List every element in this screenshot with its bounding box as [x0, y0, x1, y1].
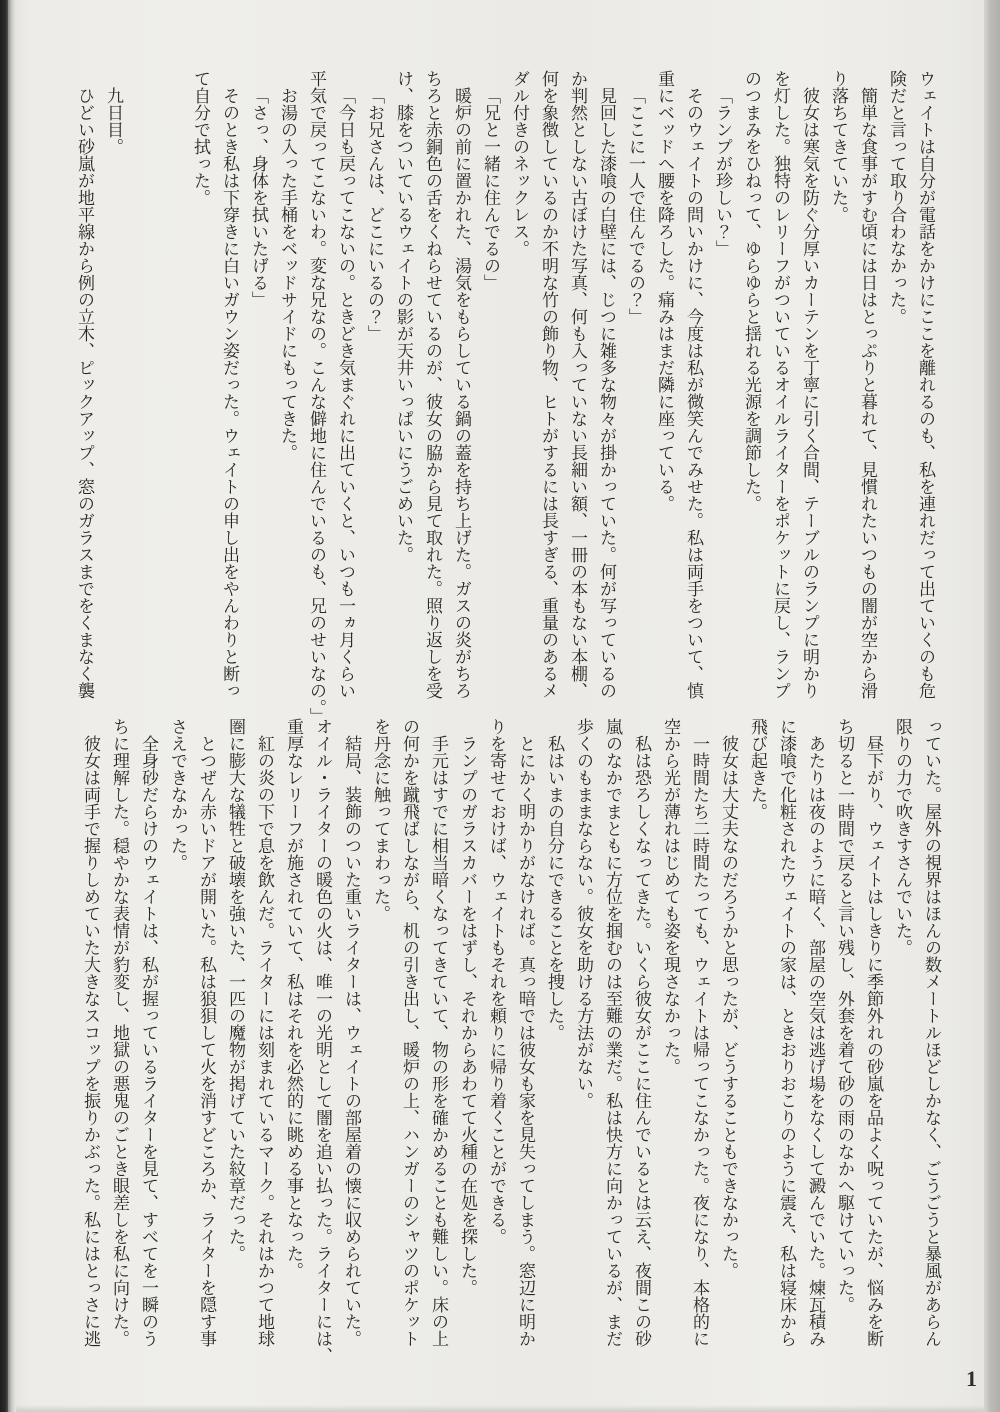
text-line: け、膝をついているウェイトの影が天井いっぱいにうごめいた。	[394, 70, 413, 563]
text-line: りを寄せておけば、ウェイトもそれを頼りに帰り着くことができる。	[487, 718, 506, 1245]
text-line: ウェイトは自分が電話をかけにここを離れるのも、私を連れだって出ていくのも危	[916, 70, 935, 699]
text-line: オイル・ライターの暖色の火は、唯一の光明として闇を追い払った。ライターには、	[313, 718, 332, 1364]
text-line: を丹念に触ってまわった。	[371, 718, 390, 922]
text-line: り落ちてきていた。	[829, 70, 848, 223]
text-line: あたりは夜のように暗く、部屋の空気は逃げ場をなくして澱んでいた。煉瓦積み	[806, 735, 825, 1347]
text-line: 結局、装飾のついた重いライターは、ウェイトの部屋着の懐に収められていた。	[342, 735, 361, 1347]
text-line: 九日目。	[104, 87, 123, 155]
text-line: 「ここに一人で住んでるの？」	[626, 87, 645, 325]
scan-bottom-edge-shade	[16, 1405, 984, 1412]
text-line: の何かを蹴飛ばしながら、机の引き出し、暖炉の上、ハンガーのシャツのポケット	[400, 718, 419, 1347]
text-line: 全身砂だらけのウェイトは、私が握っているライターを見て、すべてを一瞬のう	[139, 735, 158, 1347]
text-line: 手元はすでに相当暗くなってきていて、物の形を確かめることも難しい。床の上	[429, 735, 448, 1347]
text-line: 彼女は寒気を防ぐ分厚いカーテンを丁寧に引く合間、テーブルのランプに明かり	[800, 87, 819, 699]
text-line: 「さっ、身体を拭いたげる」	[249, 87, 268, 308]
text-line: ランプのガラスカバーをはずし、それからあわてて火種の在処を探した。	[458, 735, 477, 1296]
text-line: とつぜん赤いドアが開いた。私は狼狽して火を消すどころか、ライターを隠す事	[197, 735, 216, 1347]
text-line: 限りの力で吹きすさんでいた。	[893, 718, 912, 956]
text-line: ちろと赤銅色の舌をくねらせているのが、彼女の脇から見て取れた。照り返しを受	[423, 70, 442, 699]
text-line: 私はいまの自分にできることを捜した。	[545, 735, 564, 1041]
text-line: さえできなかった。	[168, 718, 187, 871]
text-line: 簡単な食事がすむ頃には日はとっぷりと暮れて、見慣れたいつもの闇が空から滑	[858, 87, 877, 699]
text-line: 平気で戻ってこないわ。変な兄なの。こんな僻地に住んでいるのも、兄のせいなの。」	[307, 70, 326, 725]
text-line: のつまみをひねって、ゆらゆらと揺れる光源を調節した。	[742, 70, 761, 512]
text-line: 険だと言って取り合わなかった。	[887, 70, 906, 325]
text-line: 暖炉の前に置かれた、湯気をもらしている鍋の蓋を持ち上げた。ガスの炎がちろ	[452, 87, 471, 699]
text-line: とにかく明かりがなければ。真っ暗では彼女も家を見失ってしまう。窓辺に明か	[516, 735, 535, 1347]
text-line: 「今日も戻ってこないの。ときどき気まぐれに出ていくと、いつも一ヵ月くらい	[336, 87, 355, 699]
text-line: 紅の炎の下で息を飲んだ。ライターには刻まれているマーク。それはかつて地球	[255, 735, 274, 1347]
text-line: そのウェイトの問いかけに、今度は私が微笑んでみせた。私は両手をついて、慎	[684, 87, 703, 699]
text-line: ち切ると一時間で戻ると言い残し、外套を着て砂の雨のなかへ駆けていった。	[835, 718, 854, 1313]
text-line: 彼女は両手で握りしめていた大きなスコップを振りかぶった。私にはとっさに逃	[81, 735, 100, 1347]
text-line: て自分で拭った。	[191, 70, 210, 206]
text-line: 私は恐ろしくなってきた。いくら彼女がここに住んでいるとは云え、夜間この砂	[632, 735, 651, 1347]
text-line: 重厚なレリーフが施されていて、私はそれを必然的に眺める事となった。	[284, 718, 303, 1279]
text-line: 昼下がり、ウェイトはしきりに季節外れの砂嵐を品よく呪っていたが、悩みを断	[864, 735, 883, 1347]
text-line: そのとき私は下穿きに白いガウン姿だった。ウェイトの申し出をやんわりと断っ	[220, 87, 239, 699]
text-line: 重にベッドへ腰を降ろした。痛みはまだ隣に座っている。	[655, 70, 674, 512]
text-line: 圏に膨大な犠牲と破壊を強いた、一匹の魔物が掲げていた紋章だった。	[226, 718, 245, 1262]
text-line: 一時間たち二時間たっても、ウェイトは帰ってこなかった。夜になり、本格的に	[690, 735, 709, 1347]
text-line: に漆喰で化粧されたウェイトの家は、ときおりおこりのように震え、私は寝床から	[777, 718, 796, 1347]
scan-left-edge-shade	[8, 0, 16, 1412]
text-line: ちに理解した。穏やかな表情が豹変し、地獄の悪鬼のごとき眼差しを私に向けた。	[110, 718, 129, 1347]
text-line: 「ランプが珍しい？」	[713, 87, 732, 257]
text-line: 「兄と一緒に住んでるの」	[481, 87, 500, 291]
text-block-bottom	[76, 718, 946, 1366]
text-line: 彼女は大丈夫なのだろうかと思ったが、どうすることもできなかった。	[719, 735, 738, 1279]
text-line: 空から光が薄れはじめても姿を現さなかった。	[661, 718, 680, 1075]
text-line: 歩くのもままならない。彼女を助ける方法がない。	[574, 718, 593, 1109]
scan-right-edge-shade	[984, 0, 1000, 1412]
scan-left-edge-dark	[0, 0, 8, 1412]
text-line: っていた。屋外の視界はほんの数メートルほどしかなく、ごうごうと暴風があらん	[922, 718, 941, 1347]
text-line: を灯した。独特のレリーフがついているオイルライターをポケットに戻し、ランプ	[771, 70, 790, 699]
text-line: 嵐のなかでまともに方位を掴むのは至難の業だ。私は快方に向かっているが、まだ	[603, 718, 622, 1347]
text-line: か判然としない古ぼけた写真、何も入っていない長細い額、一冊の本もない本棚、	[568, 70, 587, 699]
text-line: 見回した漆喰の白壁には、じつに雑多な物々が掛かっていた。何が写っているの	[597, 87, 616, 699]
text-line: 何を象徴しているのか不明な竹の飾り物、ヒトがするには長すぎる、重量のあるメ	[539, 70, 558, 699]
text-line: ひどい砂嵐が地平線から例の立木、ピックアップ、窓のガラスまでをくまなく襲	[75, 87, 94, 699]
text-line: 飛び起きた。	[748, 718, 767, 820]
text-line: 「お兄さんは、どこにいるの？」	[365, 87, 384, 342]
text-block-top	[70, 70, 940, 725]
text-line: ダル付きのネックレス。	[510, 70, 529, 257]
page-number: 1	[966, 1366, 977, 1391]
text-line: お湯の入った手桶をベッドサイドにもってきた。	[278, 87, 297, 461]
